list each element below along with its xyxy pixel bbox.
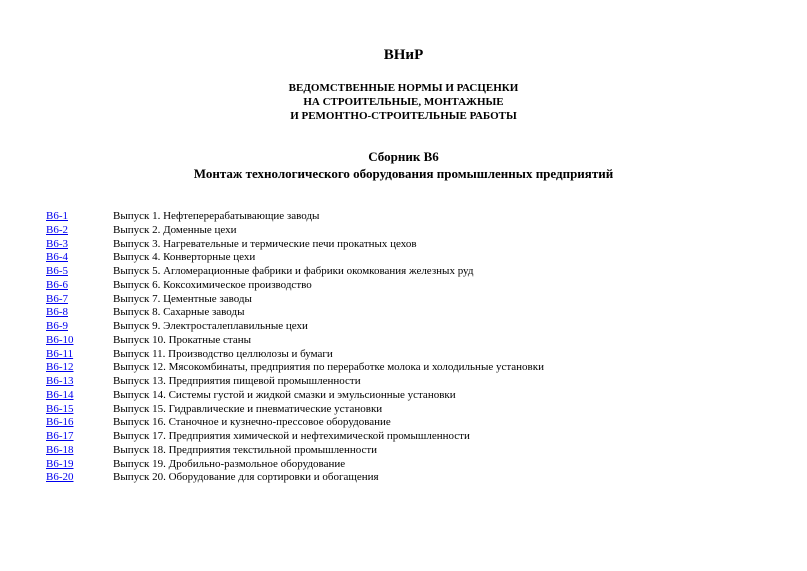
collection-name: Монтаж технологического оборудования промышленных предприятий <box>193 166 614 181</box>
toc-row <box>46 430 766 444</box>
toc-link-v6-11[interactable]: В6-11 <box>46 347 74 360</box>
toc-link-v6-4[interactable]: В6-4 <box>46 251 68 264</box>
toc-link-v6-1[interactable]: В6-1 <box>46 210 68 222</box>
toc-title: Выпуск 3. Нагревательные и термические печи прокатных цехов <box>113 237 417 250</box>
toc-link-v6-5[interactable]: В6-5 <box>46 265 68 277</box>
toc-row <box>46 444 766 458</box>
toc-row <box>46 320 766 334</box>
document-title: ВНиР <box>383 47 424 63</box>
toc-row <box>46 403 766 417</box>
toc-link-v6-12[interactable]: В6-12 <box>46 361 74 374</box>
toc-link-v6-16[interactable]: В6-16 <box>46 416 74 429</box>
toc-title: Выпуск 6. Коксохимическое производство <box>113 278 312 291</box>
toc-row <box>46 210 766 224</box>
toc-title: Выпуск 18. Предприятия текстильной промышленности <box>113 443 378 456</box>
toc-row <box>46 251 766 265</box>
toc-row <box>46 265 766 279</box>
toc-link-v6-13[interactable]: В6-13 <box>46 375 74 387</box>
toc-link-v6-2[interactable]: В6-2 <box>46 223 68 236</box>
toc-row <box>46 224 766 238</box>
toc-link-v6-6[interactable]: В6-6 <box>46 278 68 291</box>
toc-title: Выпуск 8. Сахарные заводы <box>113 306 245 319</box>
toc-link-v6-20[interactable]: В6-20 <box>46 471 74 484</box>
toc-title: Выпуск 15. Гидравлические и пневматические установки <box>113 402 383 415</box>
toc-link-v6-9[interactable]: В6-9 <box>46 320 68 332</box>
toc-title: Выпуск 16. Станочное и кузнечно-прессовое оборудование <box>113 416 391 429</box>
document-subtitle <box>0 81 807 123</box>
toc-link-v6-8[interactable]: В6-8 <box>46 306 68 319</box>
toc-title: Выпуск 10. Прокатные станы <box>113 333 252 346</box>
toc-title: Выпуск 14. Системы густой и жидкой смазки и эмульсионные установки <box>113 388 456 401</box>
toc-link-v6-7[interactable]: В6-7 <box>46 292 68 305</box>
document-subtitle-line: НА СТРОИТЕЛЬНЫЕ, МОНТАЖНЫЕ <box>303 96 504 108</box>
toc-link-v6-15[interactable]: В6-15 <box>46 402 74 415</box>
toc-title: Выпуск 12. Мясокомбинаты, предприятия по переработке молока и холодильные установки <box>113 361 544 374</box>
document-subtitle-line: И РЕМОНТНО-СТРОИТЕЛЬНЫЕ РАБОТЫ <box>290 110 517 122</box>
toc-link-v6-10[interactable]: В6-10 <box>46 333 74 346</box>
toc-row <box>46 293 766 307</box>
toc-title: Выпуск 1. Нефтеперерабатывающие заводы <box>113 210 320 222</box>
toc-title: Выпуск 20. Оборудование для сортировки и обогащения <box>113 471 379 484</box>
toc-row <box>46 458 766 472</box>
toc-title: Выпуск 11. Производство целлюлозы и бумаги <box>113 347 333 360</box>
toc-row <box>46 361 766 375</box>
toc-row <box>46 348 766 362</box>
toc-row <box>46 279 766 293</box>
toc-title: Выпуск 17. Предприятия химической и нефтехимической промышленности <box>113 430 470 442</box>
toc-link-v6-14[interactable]: В6-14 <box>46 388 74 401</box>
toc-title: Выпуск 19. Дробильно-размольное оборудование <box>113 457 346 470</box>
toc-row <box>46 471 766 485</box>
toc-link-v6-3[interactable]: В6-3 <box>46 237 68 250</box>
document-subtitle-line: ВЕДОМСТВЕННЫЕ НОРМЫ И РАСЦЕНКИ <box>288 82 519 94</box>
toc-row <box>46 375 766 389</box>
toc-title: Выпуск 7. Цементные заводы <box>113 292 252 305</box>
toc-title: Выпуск 2. Доменные цехи <box>113 223 237 236</box>
toc-row <box>46 334 766 348</box>
toc-title: Выпуск 9. Электросталеплавильные цехи <box>113 320 308 332</box>
toc-title: Выпуск 13. Предприятия пищевой промышленности <box>113 375 361 387</box>
toc-link-v6-19[interactable]: В6-19 <box>46 457 74 470</box>
toc-row <box>46 389 766 403</box>
toc-link-v6-17[interactable]: В6-17 <box>46 430 74 442</box>
toc-row <box>46 416 766 430</box>
toc-title: Выпуск 5. Агломерационные фабрики и фабрики окомкования железных руд <box>113 265 474 277</box>
collection-title: Сборник В6 <box>368 149 439 164</box>
toc-link-v6-18[interactable]: В6-18 <box>46 443 74 456</box>
table-of-contents <box>46 210 766 485</box>
toc-title: Выпуск 4. Конверторные цехи <box>113 251 256 264</box>
toc-row <box>46 238 766 252</box>
toc-row <box>46 306 766 320</box>
